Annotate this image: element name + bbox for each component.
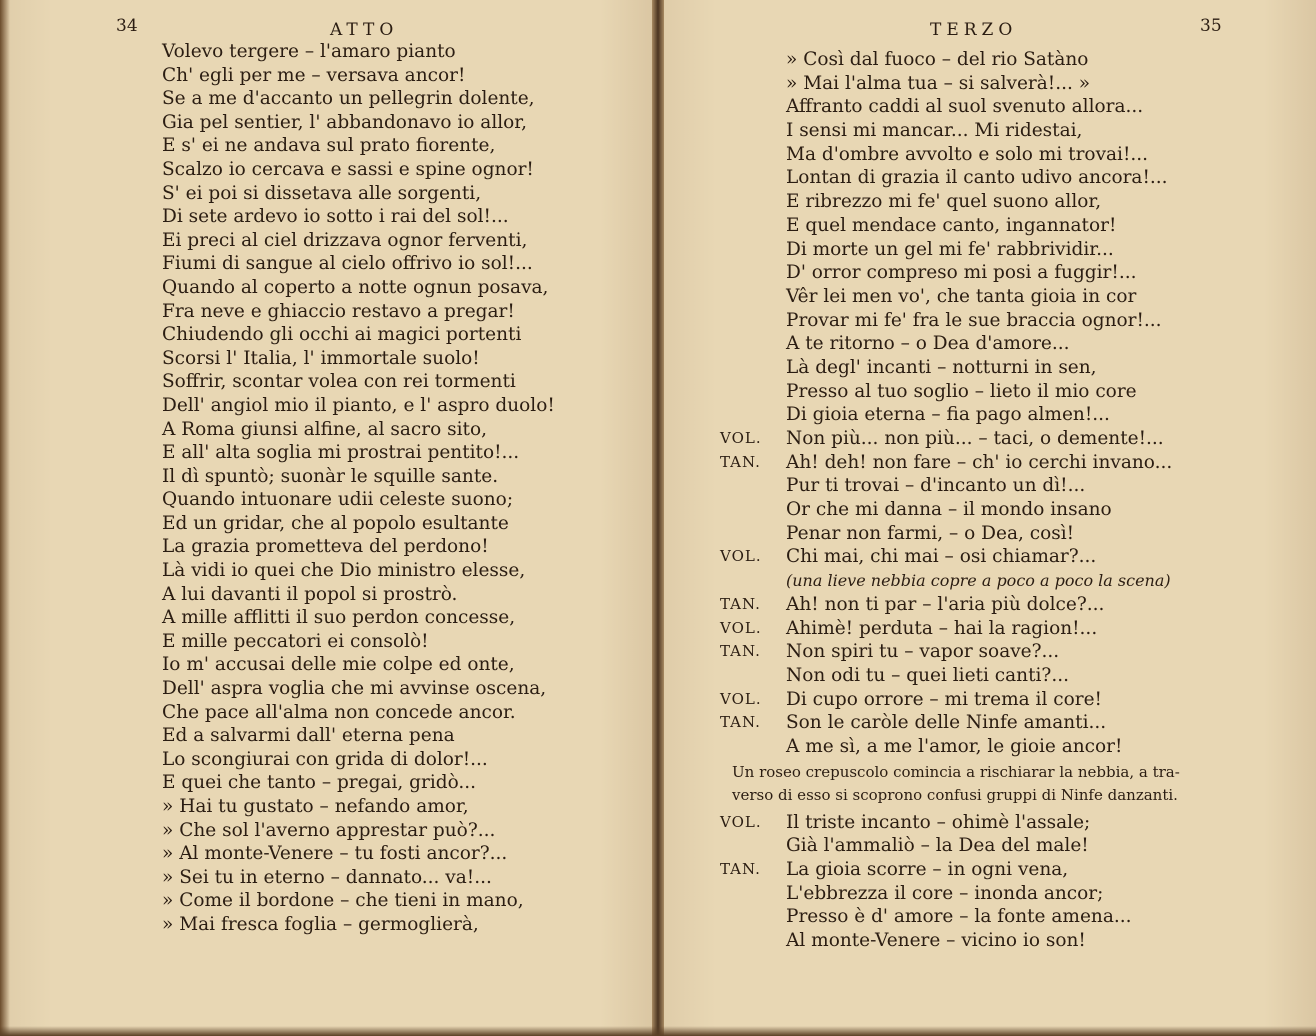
speaker-label: TAN. <box>720 594 761 613</box>
dialogue-line <box>720 834 1220 858</box>
verse-line: Chiudendo gli occhi ai magici portenti <box>162 324 522 346</box>
dialogue-line <box>720 238 1220 262</box>
book-gutter <box>652 0 664 1036</box>
dialogue-line <box>720 403 1220 427</box>
dialogue-line <box>720 380 1220 404</box>
verse-line: » Al monte-Venere – tu fosti ancor?... <box>162 843 508 865</box>
page-edge <box>0 1026 1316 1036</box>
verse-text: E quel mendace canto, ingannator! <box>786 214 1117 236</box>
dialogue-line <box>720 48 1220 72</box>
verse-text: La gioia scorre – in ogni vena, <box>786 859 1069 880</box>
verse-line: A mille afflitti il suo perdon concesse, <box>162 607 516 629</box>
verse-text: Ah! non ti par – l'aria più dolce?... <box>786 593 1105 615</box>
dialogue-line <box>720 640 1220 664</box>
speaker-label: VOL. <box>720 547 762 566</box>
verse-line: Fra neve e ghiaccio restavo a pregar! <box>162 300 515 322</box>
dialogue-line <box>720 285 1220 309</box>
verse-text: E ribrezzo mi fe' quel suono allor, <box>786 191 1102 213</box>
verse-text: Provar mi fe' fra le sue braccia ognor!... <box>786 309 1162 331</box>
verse-line: E mille peccatori ei consolò! <box>162 630 429 652</box>
dialogue-line <box>720 309 1220 333</box>
verse-text: Pur ti trovai – d'incanto un dì!... <box>786 475 1086 497</box>
verse-line: E quei che tanto – pregai, gridò... <box>162 772 477 794</box>
running-head-right: TERZO <box>930 20 1018 40</box>
verse-text: Già l'ammaliò – la Dea del male! <box>786 835 1089 857</box>
dialogue-block <box>720 48 1220 759</box>
dialogue-line <box>720 119 1220 143</box>
verse-text: Di morte un gel mi fe' rabbrividir... <box>786 238 1114 260</box>
verse-line: S' ei poi si dissetava alle sorgenti, <box>162 182 482 204</box>
verse-line: Dell' angiol mio il pianto, e l' aspro duolo! <box>162 394 555 416</box>
dialogue-line <box>720 332 1220 356</box>
verse-text: (una lieve nebbia copre a poco a poco la scena) <box>786 571 1171 591</box>
verse-text: I sensi mi mancar... Mi ridestai, <box>786 120 1083 142</box>
verse-line: » Che sol l'averno apprestar può?... <box>162 819 496 841</box>
verse-text: Al monte-Venere – vicino io son! <box>786 930 1086 952</box>
stage-direction-line: verso di esso si scoprono confusi gruppi di Ninfe danzanti. <box>732 785 1178 804</box>
verse-line: Ed a salvarmi dall' eterna pena <box>162 725 455 747</box>
verse-line: Che pace all'alma non concede ancor. <box>162 701 516 723</box>
page-number-left: 34 <box>116 16 138 36</box>
verse-line: Là vidi io quei che Dio ministro elesse, <box>162 560 526 582</box>
verse-text: Vêr lei men vo', che tanta gioia in cor <box>786 285 1137 307</box>
verse-text: Di gioia eterna – fia pago almen!... <box>786 404 1110 426</box>
speaker-label: TAN. <box>720 860 761 878</box>
verse-text: Ahimè! perduta – hai la ragion!... <box>786 617 1098 639</box>
speaker-label: VOL. <box>720 618 762 637</box>
verse-line: Gia pel sentier, l' abbandonavo io allor, <box>162 111 527 133</box>
dialogue-line <box>720 261 1220 285</box>
verse-text: » Mai l'alma tua – si salverà!... » <box>786 72 1091 94</box>
verse-line: Lo scongiurai con grida di dolor!... <box>162 748 488 770</box>
verse-line: Dell' aspra voglia che mi avvinse oscena, <box>162 678 547 700</box>
dialogue-line <box>720 522 1220 546</box>
verse-text: Presso è d' amore – la fonte amena... <box>786 906 1132 928</box>
dialogue-line <box>720 711 1220 735</box>
verse-text: Ah! deh! non fare – ch' io cerchi invano... <box>786 451 1173 473</box>
verse-line: A Roma giunsi alfine, al sacro sito, <box>162 418 487 440</box>
verse-text: Non spiri tu – vapor soave?... <box>786 641 1060 663</box>
verse-line: Fiumi di sangue al cielo offrivo io sol!... <box>162 253 533 275</box>
verse-line: La grazia prometteva del perdono! <box>162 536 489 558</box>
dialogue-line <box>720 664 1220 688</box>
dialogue-line <box>720 72 1220 96</box>
running-head-left: ATTO <box>330 20 399 40</box>
verse-text: Affranto caddi al suol svenuto allora... <box>786 96 1144 118</box>
left-page-text <box>162 40 642 937</box>
verse-text: Non più... non più... – taci, o demente!... <box>786 428 1164 449</box>
dialogue-line <box>720 498 1220 522</box>
dialogue-line <box>720 617 1220 641</box>
verse-text: Son le caròle delle Ninfe amanti... <box>786 712 1107 734</box>
dialogue-line <box>720 735 1220 759</box>
verse-line: Scalzo io cercava e sassi e spine ognor! <box>162 158 534 180</box>
verse-line: E s' ei ne andava sul prato fiorente, <box>162 135 496 157</box>
verse-text: Ma d'ombre avvolto e solo mi trovai!... <box>786 143 1149 165</box>
verse-line: » Sei tu in eterno – dannato... va!... <box>162 866 492 888</box>
dialogue-line <box>720 451 1220 475</box>
verse-line: Ed un gridar, che al popolo esultante <box>162 512 509 534</box>
dialogue-line <box>720 905 1220 929</box>
dialogue-line <box>720 214 1220 238</box>
verse-line: Volevo tergere – l'amaro pianto <box>162 41 456 62</box>
dialogue-line <box>720 166 1220 190</box>
verse-text: L'ebbrezza il core – inonda ancor; <box>786 882 1104 904</box>
verse-line: Ei preci al ciel drizzava ognor ferventi, <box>162 229 528 251</box>
dialogue-line <box>720 95 1220 119</box>
dialogue-block <box>720 811 1220 953</box>
verse-text: Or che mi danna – il mondo insano <box>786 499 1112 521</box>
page-edge <box>0 0 10 1036</box>
dialogue-line <box>720 593 1220 617</box>
verse-text: Non odi tu – quei lieti canti?... <box>786 664 1069 686</box>
dialogue-line <box>720 427 1220 451</box>
verse-text: Di cupo orrore – mi trema il core! <box>786 688 1102 710</box>
stage-direction-line: Un roseo crepuscolo comincia a rischiarar la nebbia, a tra- <box>732 762 1180 781</box>
verse-text: D' orror compreso mi posi a fuggir!... <box>786 262 1137 284</box>
verse-line: Ch' egli per me – versava ancor! <box>162 64 466 86</box>
dialogue-line <box>720 929 1220 953</box>
verse-line: » Hai tu gustato – nefando amor, <box>162 796 469 817</box>
verse-text: Lontan di grazia il canto udivo ancora!... <box>786 167 1168 189</box>
verse-line: Di sete ardevo io sotto i rai del sol!... <box>162 206 509 228</box>
speaker-label: VOL. <box>720 689 762 708</box>
stage-direction-line <box>720 569 1220 593</box>
verse-line: Il dì spuntò; suonàr le squille sante. <box>162 465 499 487</box>
verse-text: Il triste incanto – ohimè l'assale; <box>786 811 1091 833</box>
verse-line: Quando al coperto a notte ognun posava, <box>162 276 549 298</box>
speaker-label: TAN. <box>720 642 761 661</box>
verse-text: A te ritorno – o Dea d'amore... <box>786 333 1070 355</box>
verse-text: A me sì, a me l'amor, le gioie ancor! <box>786 735 1123 757</box>
dialogue-line <box>720 882 1220 906</box>
verse-text: Chi mai, chi mai – osi chiamar?... <box>786 546 1097 568</box>
verse-line: Soffrir, scontar volea con rei tormenti <box>162 371 516 393</box>
stage-direction <box>720 761 1220 807</box>
verse-line: E all' alta soglia mi prostrai pentito!... <box>162 442 520 464</box>
verse-line: Quando intuonare udii celeste suono; <box>162 489 514 511</box>
left-page <box>0 0 652 1036</box>
dialogue-line <box>720 190 1220 214</box>
dialogue-line <box>720 356 1220 380</box>
page-number-right: 35 <box>1200 16 1222 36</box>
verse-text: » Così dal fuoco – del rio Satàno <box>786 49 1089 70</box>
dialogue-line <box>720 143 1220 167</box>
verse-text: Là degl' incanti – notturni in sen, <box>786 356 1097 378</box>
verse-text: Penar non farmi, – o Dea, così! <box>786 522 1075 544</box>
verse-line: » Mai fresca foglia – germoglierà, <box>162 913 479 935</box>
dialogue-line <box>720 688 1220 712</box>
dialogue-line <box>720 858 1220 882</box>
right-page-text <box>720 48 1220 953</box>
verse-line: Se a me d'accanto un pellegrin dolente, <box>162 88 535 110</box>
verse-line: Io m' accusai delle mie colpe ed onte, <box>162 654 515 676</box>
verse-text: Presso al tuo soglio – lieto il mio core <box>786 380 1137 402</box>
dialogue-line <box>720 474 1220 498</box>
verse-line: Scorsi l' Italia, l' immortale suolo! <box>162 347 480 369</box>
dialogue-line <box>720 545 1220 569</box>
speaker-label: TAN. <box>720 452 761 471</box>
speaker-label: VOL. <box>720 812 762 831</box>
dialogue-line <box>720 811 1220 835</box>
verse-line: » Come il bordone – che tieni in mano, <box>162 890 524 912</box>
verse-line: A lui davanti il popol si prostrò. <box>162 583 458 605</box>
speaker-label: VOL. <box>720 429 762 447</box>
speaker-label: TAN. <box>720 713 761 732</box>
